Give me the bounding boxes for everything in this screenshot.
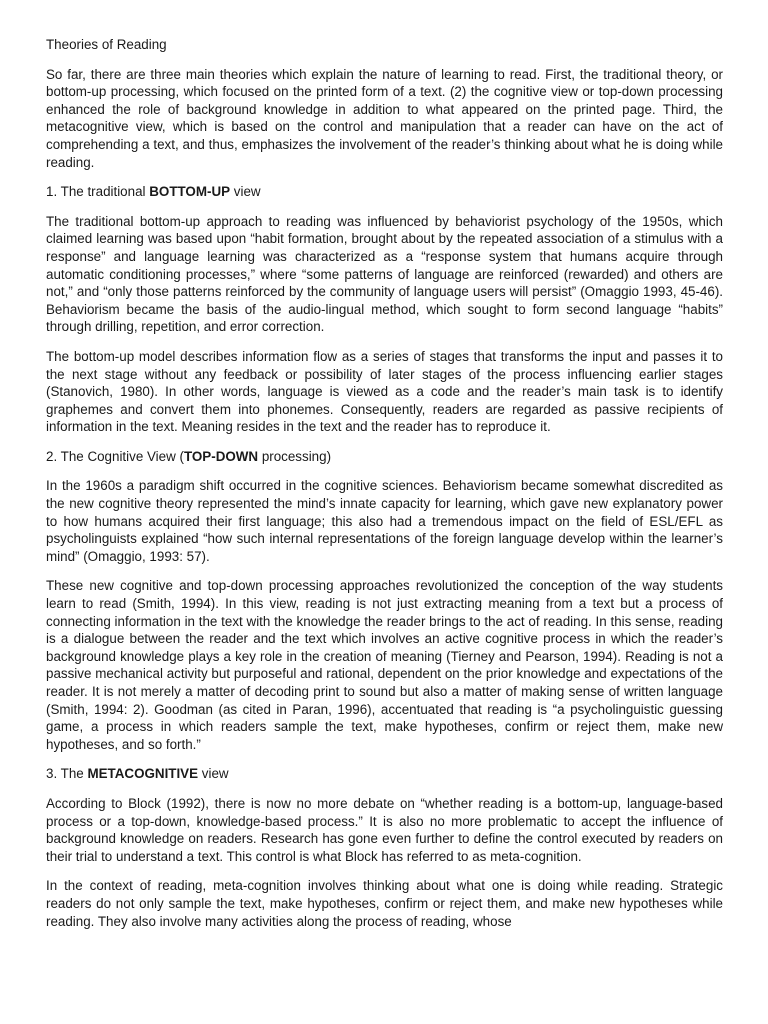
heading-suffix: processing) <box>258 448 332 464</box>
metacognitive-paragraph-2: In the context of reading, meta-cognition involves thinking about what one is doing while reading. Strategic readers do not only sample the text, make hypotheses, confirm or reject them, and make new hypotheses while reading. They also involve many activities along the process of reading, whose <box>46 878 723 929</box>
heading-prefix: 1. The traditional <box>46 184 150 200</box>
heading-suffix: view <box>230 184 261 200</box>
bottom-up-paragraph-2: The bottom-up model describes information flow as a series of stages that transforms the input and passes it to the next stage without any feedback or possibility of later stages of the process influencing earlier stages (Stanovich, 1980). In other words, language is viewed as a code and the reader’s main task is to identify graphemes and convert them into phonemes. Consequently, readers are regarded as passive recipients of information in the text. Meaning resides in the text and the reader has to reproduce it. <box>46 348 723 435</box>
top-down-paragraph-2: These new cognitive and top-down processing approaches revolutionized the conception of the way students learn to read (Smith, 1994). In this view, reading is not just extracting meaning from a text but a process of connecting information in the text with the knowledge the reader brings to the act of reading. In this sense, reading is a dialogue between the reader and the text which involves an active cognitive process in which the reader’s background knowledge plays a key role in the creation of meaning (Tierney and Pearson, 1994). Reading is not a passive mechanical activity but purposeful and rational, dependent on the prior knowledge and expectations of the reader. It is not merely a matter of decoding print to sound but also a matter of making sense of written language (Smith, 1994: 2). Goodman (as cited in Paran, 1996), accentuated that reading is “a psycholinguistic guessing game, a process in which readers sample the text, make hypotheses, confirm or reject them, make new hypotheses, and so forth.” <box>46 578 723 752</box>
section-heading-metacognitive <box>46 765 723 783</box>
section-heading-bottom-up <box>46 183 723 201</box>
metacognitive-paragraph-1: According to Block (1992), there is now no more debate on “whether reading is a bottom-up, language-based process or a top-down, knowledge-based process.” It is also no more problematic to accept the influence of background knowledge on readers. Research has gone even further to define the control executed by readers on their trial to understand a text. This control is what Block has referred to as meta-cognition. <box>46 795 723 864</box>
intro-paragraph: So far, there are three main theories which explain the nature of learning to read. First, the traditional theory, or bottom-up processing, which focused on the printed form of a text. (2) the cognitive view or top-down processing enhanced the role of background knowledge in addition to what appeared on the printed page. Third, the metacognitive view, which is based on the control and manipulation that a reader can have on the act of comprehending a text, and thus, emphasizes the involvement of the reader’s thinking about what he is doing while reading. <box>46 66 723 170</box>
top-down-paragraph-1: In the 1960s a paradigm shift occurred in the cognitive sciences. Behaviorism became somewhat discredited as the new cognitive theory represented the mind’s innate capacity for learning, which gave new explanatory power to how humans acquired their first language; this also had a tremendous impact on the field of ESL/EFL as psycholinguists explained “how such internal representations of the foreign language develop within the learner’s mind” (Omaggio, 1993: 57). <box>46 478 723 564</box>
document-title: Theories of Reading <box>46 37 167 52</box>
heading-prefix: 3. The <box>46 766 88 782</box>
bottom-up-paragraph-1: The traditional bottom-up approach to reading was influenced by behaviorist psychology of the 1950s, which claimed learning was based upon “habit formation, brought about by the repeated association of a stimulus with a response” and language learning was characterized as a “response system that humans acquire through automatic conditioning processes,” where “some patterns of language are reinforced (rewarded) and others are not,” and “only those patterns reinforced by the community of language users will persist” (Omaggio 1993, 45-46). Behaviorism became the basis of the audio-lingual method, which sought to form second language “habits” through drilling, repetition, and error correction. <box>46 213 723 335</box>
section-heading-top-down <box>46 448 723 466</box>
heading-keyword: METACOGNITIVE <box>87 766 199 782</box>
heading-suffix: view <box>198 766 229 782</box>
heading-keyword: TOP-DOWN <box>183 448 259 464</box>
heading-prefix: 2. The Cognitive View ( <box>46 448 184 464</box>
heading-keyword: BOTTOM-UP <box>149 184 231 200</box>
